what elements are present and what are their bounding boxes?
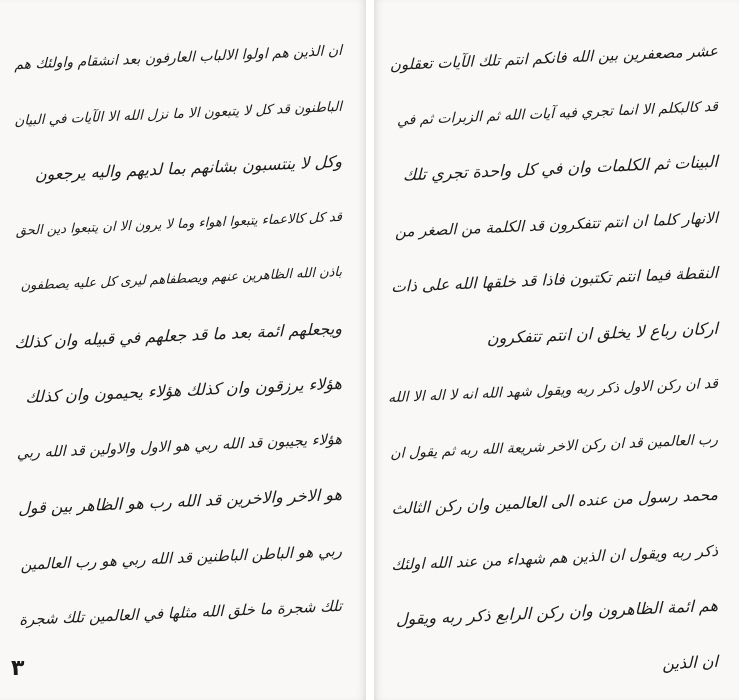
book-gutter — [366, 0, 374, 700]
right-line-3: البينات ثم الكلمات وان في كل واحدة تجري تلك — [402, 152, 718, 185]
right-page — [374, 0, 739, 700]
left-line-1: ان الذين هم اولوا الالباب العارفون بعد انشقام واولئك هم — [14, 42, 342, 73]
left-line-5: باذن الله الظاهرين عنهم ويصطفاهم ليرى كل عليه يصطفون — [20, 265, 342, 295]
left-page-text — [12, 30, 342, 641]
left-line-7: هؤلاء يرزقون وان كذلك هؤلاء يحيمون وان كذلك — [25, 374, 342, 407]
right-line-6: اركان رباع لا يخلق ان انتم تتفكرون — [486, 318, 718, 348]
right-line-1: عشر مصعفرين بين الله فانكم انتم تلك الآيات تعقلون — [389, 41, 718, 74]
left-line-4: قد كل كالاعماء يتبعوا اهواء وما لا يرون الا ان يتبعوا دين الحق — [15, 209, 342, 239]
right-line-12: ان الذين — [662, 651, 718, 673]
left-line-3: وكل لا ينتسبون بشانهم بما لديهم واليه يرجعون — [34, 152, 342, 185]
right-line-2: قد كالبكلم الا انما تجري فيه آيات الله ثم الزبرات ثم في — [396, 98, 718, 129]
right-page-text — [388, 30, 718, 696]
right-line-9: محمد رسول من عنده الى العالمين وان ركن الثالث — [391, 485, 718, 518]
left-line-2: الباطنون قد كل لا يتبعون الا ما نزل الله الا الآيات في البيان — [14, 98, 342, 129]
right-line-4: الانهار كلما ان انتم تتفكرون قد الكلمة من الصغر من — [395, 208, 718, 241]
right-line-10: ذكر ربه ويقول ان الذين هم شهداء من عند الله اولئك — [391, 541, 718, 574]
page-number: ۳ — [11, 656, 25, 681]
left-line-6: ويجعلهم ائمة بعد ما قد جعلهم في قبيله وان كذلك — [14, 318, 342, 352]
left-line-10: ربي هو الباطن الباطنين قد الله ربي هو رب العالمين — [20, 541, 342, 574]
left-page — [0, 0, 366, 700]
right-line-8: رب العالمين قد ان ركن الاخر شريعة الله ربه ثم يقول ان — [390, 431, 718, 462]
left-line-11: تلك شجرة ما خلق الله مثلها في العالمين تلك شجرة — [19, 596, 342, 629]
right-line-11: هم ائمة الظاهرون وان ركن الرابع ذكر ربه ويقول — [395, 596, 718, 630]
left-line-9: هو الاخر والاخرين قد الله رب هو الظاهر بين قول — [18, 485, 342, 519]
right-line-7: قد ان ركن الاول ذكر ربه ويقول شهد الله انه لا اله الا الله — [388, 375, 718, 406]
right-line-5: النقطة فيما انتم تكتبون فاذا قد خلقها الله على ذات — [391, 263, 718, 296]
left-line-8: هؤلاء يجيبون قد الله ربي هو الاول والاولين قد الله ربي — [16, 431, 342, 462]
